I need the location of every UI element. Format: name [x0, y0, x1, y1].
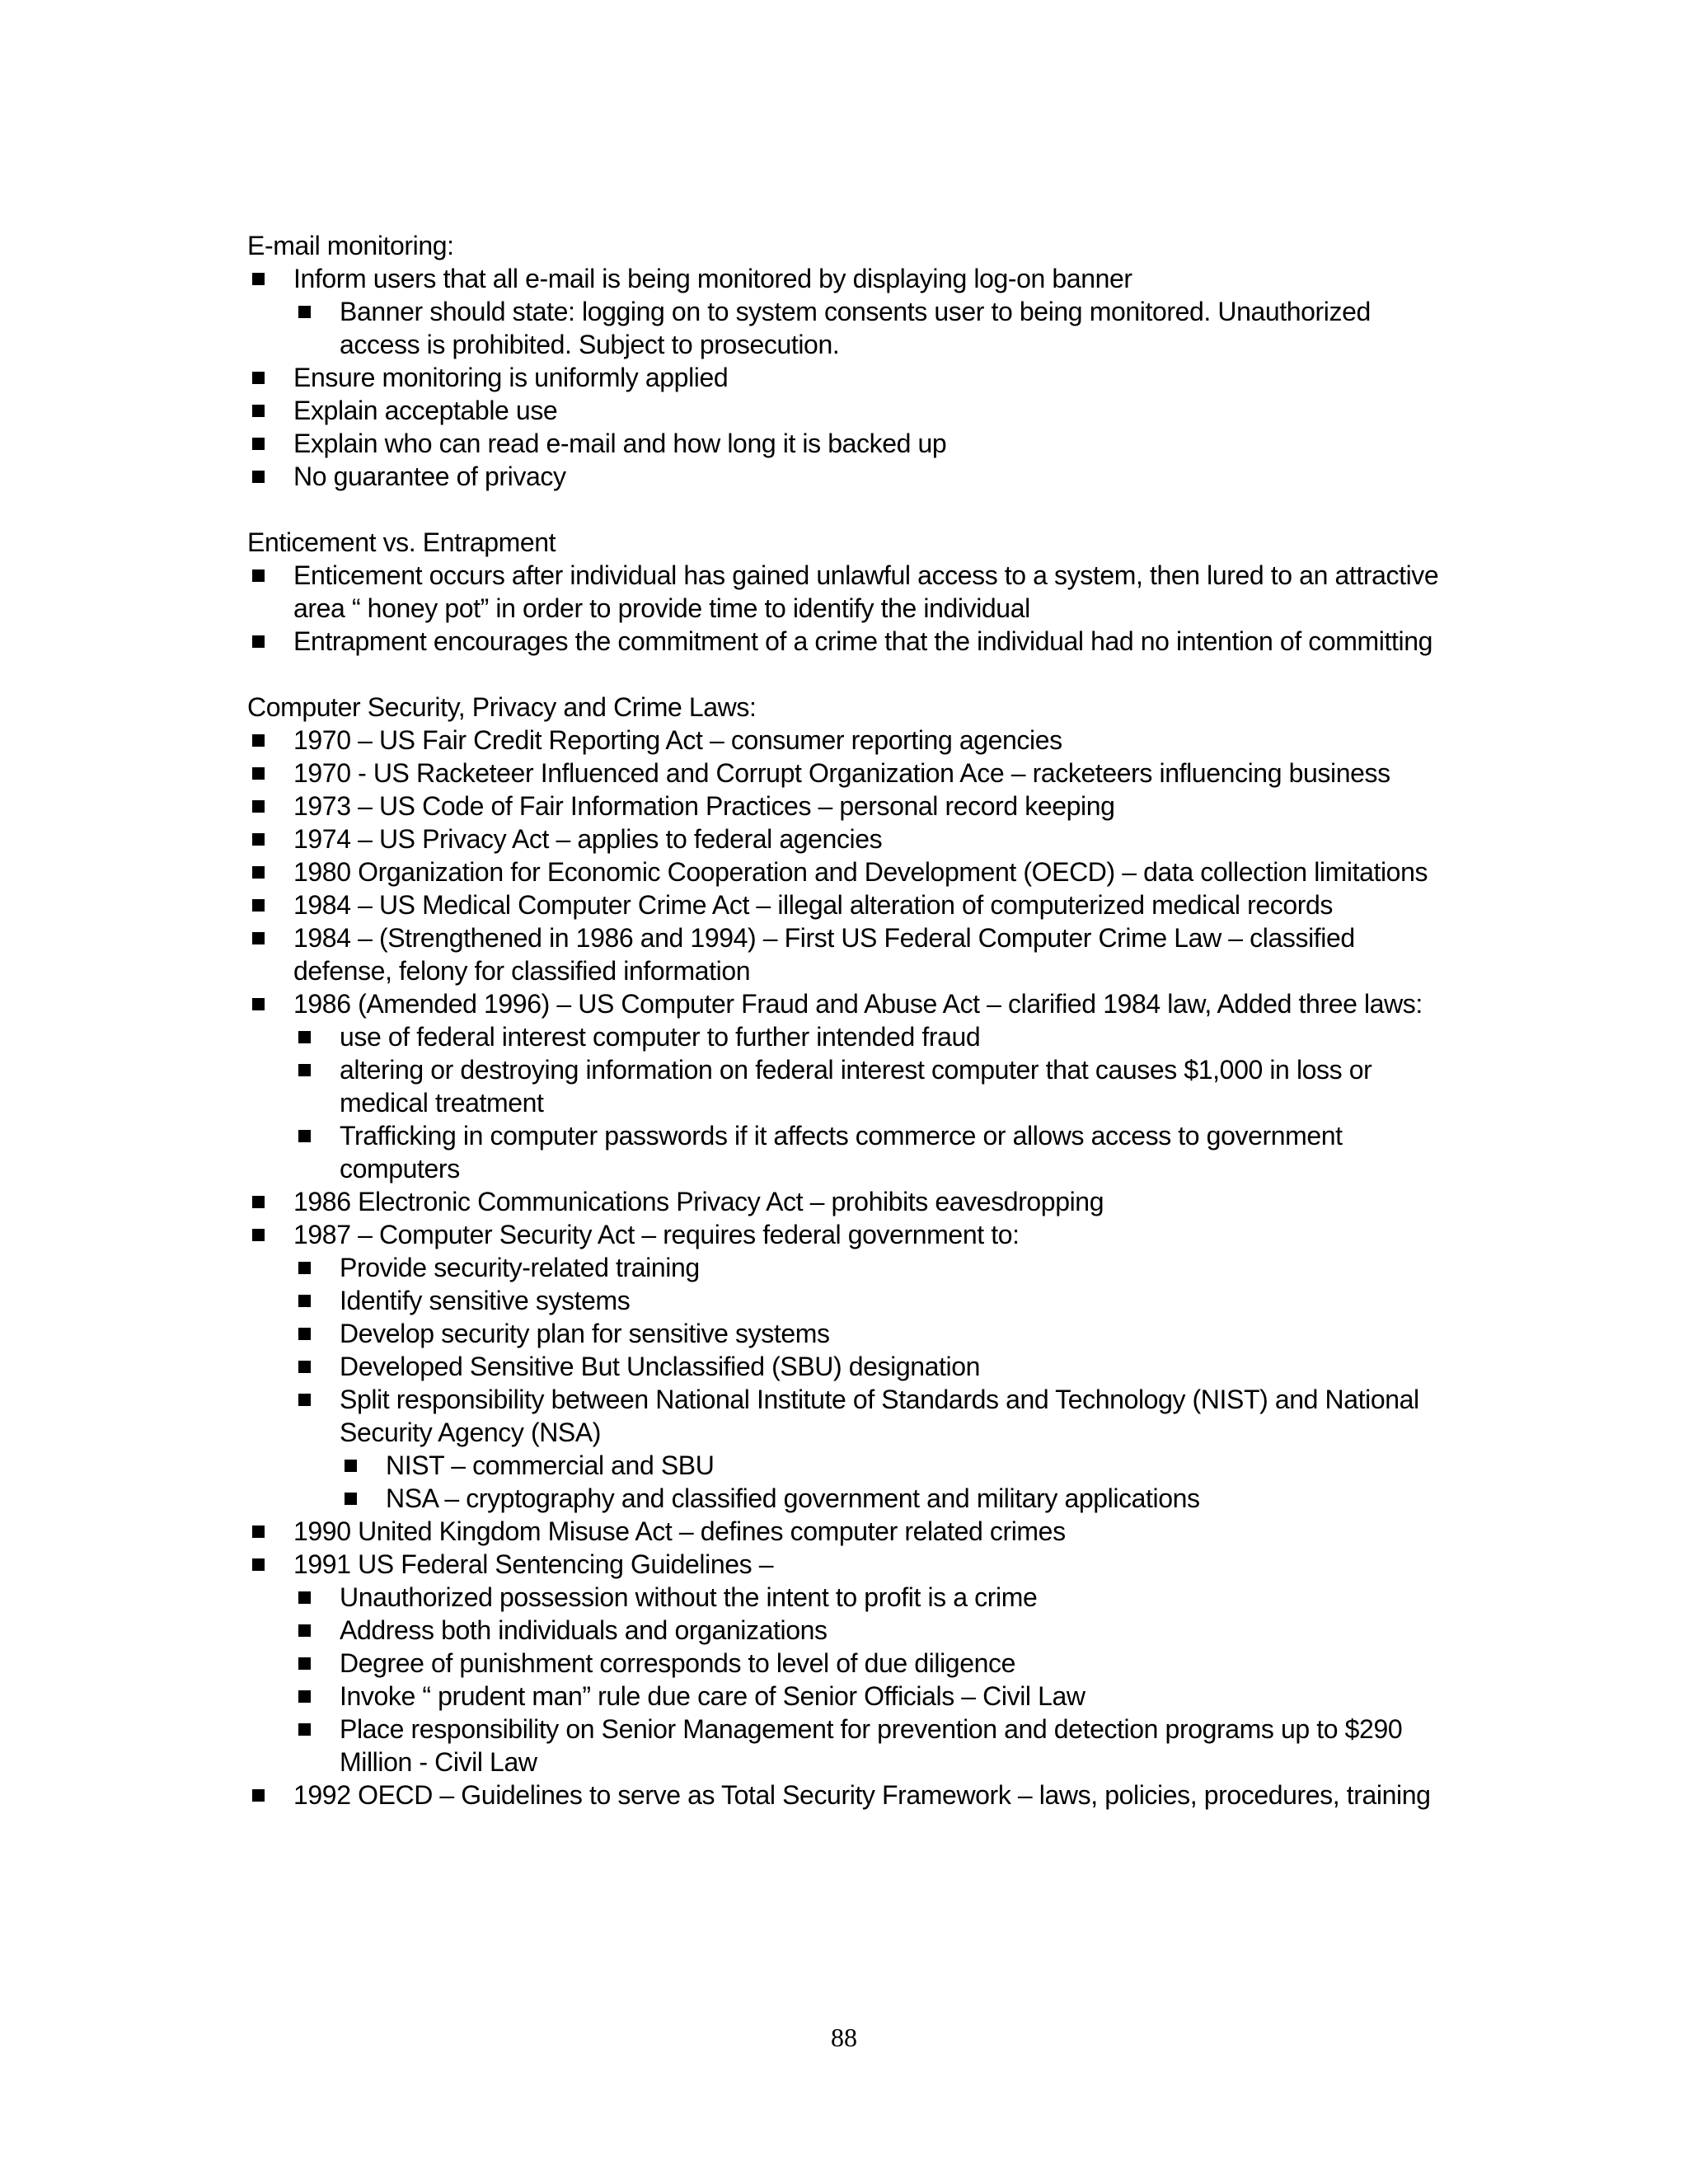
list-item-text: 1970 - US Racketeer Influenced and Corrupt Organization Ace – racketeers influencing business	[293, 758, 1390, 788]
list-item	[247, 625, 1451, 658]
list-item-text: No guarantee of privacy	[293, 462, 566, 491]
bullet-list	[247, 724, 1451, 1811]
sub-bullet-list	[293, 1581, 1451, 1779]
section-heading: E-mail monitoring:	[247, 231, 454, 260]
list-item-text: 1986 Electronic Communications Privacy Act – prohibits eavesdropping	[293, 1187, 1104, 1216]
list-item	[247, 394, 1451, 427]
sub-list-item	[293, 1383, 1451, 1515]
sub-list-item	[293, 1119, 1451, 1185]
sub-bullet-list	[340, 1449, 1451, 1515]
list-item-text: Address both individuals and organizations	[340, 1615, 828, 1645]
list-item	[247, 559, 1451, 625]
list-item-text: Inform users that all e-mail is being monitored by displaying log-on banner	[293, 264, 1132, 293]
list-item	[247, 921, 1451, 987]
sub-list-item	[340, 1449, 1451, 1482]
list-item	[247, 1218, 1451, 1515]
list-item-text: NSA – cryptography and classified government and military applications	[386, 1483, 1200, 1513]
list-item	[247, 1515, 1451, 1548]
list-item	[247, 1779, 1451, 1811]
sub-list-item	[293, 1284, 1451, 1317]
list-item	[247, 888, 1451, 921]
list-item-text: NIST – commercial and SBU	[386, 1451, 715, 1480]
sub-list-item	[293, 1053, 1451, 1119]
list-item	[247, 361, 1451, 394]
sub-list-item	[293, 1614, 1451, 1647]
sub-list-item	[293, 1713, 1451, 1779]
list-item	[247, 724, 1451, 757]
list-item-text: use of federal interest computer to further intended fraud	[340, 1022, 981, 1052]
list-item	[247, 790, 1451, 823]
bullet-list	[247, 559, 1451, 658]
list-item	[247, 460, 1451, 493]
list-item-text: altering or destroying information on federal interest computer that causes $1,000 in loss or medical treatment	[340, 1055, 1372, 1118]
list-item	[247, 823, 1451, 855]
section	[247, 229, 1451, 493]
list-item	[247, 1185, 1451, 1218]
list-item	[247, 855, 1451, 888]
list-item-text: 1987 – Computer Security Act – requires federal government to:	[293, 1220, 1020, 1249]
section-heading: Computer Security, Privacy and Crime Laws:	[247, 692, 757, 722]
list-item-text: Unauthorized possession without the intent to profit is a crime	[340, 1582, 1038, 1612]
section	[247, 526, 1451, 658]
list-item	[247, 1548, 1451, 1779]
list-item-text: 1970 – US Fair Credit Reporting Act – consumer reporting agencies	[293, 725, 1062, 755]
sub-list-item	[293, 1581, 1451, 1614]
page-number: 88	[831, 2022, 857, 2052]
sub-list-item	[293, 1020, 1451, 1053]
sub-bullet-list	[293, 1251, 1451, 1515]
sub-list-item	[340, 1482, 1451, 1515]
list-item-text: 1974 – US Privacy Act – applies to federal agencies	[293, 824, 883, 854]
list-item-text: 1973 – US Code of Fair Information Practices – personal record keeping	[293, 791, 1115, 821]
list-item-text: Trafficking in computer passwords if it affects commerce or allows access to government computers	[340, 1121, 1343, 1183]
list-item-text: Enticement occurs after individual has gained unlawful access to a system, then lured to an attractive area “ honey pot” in order to provide time to identify the individual	[293, 560, 1439, 623]
list-item	[247, 757, 1451, 790]
sub-bullet-list	[293, 295, 1451, 361]
section	[247, 691, 1451, 1811]
section-heading: Enticement vs. Entrapment	[247, 527, 556, 557]
list-item-text: 1980 Organization for Economic Cooperation and Development (OECD) – data collection limitations	[293, 857, 1428, 887]
list-item-text: Banner should state: logging on to system consents user to being monitored. Unauthorized access is prohibited. Subject to prosecution.	[340, 297, 1371, 359]
list-item-text: Provide security-related training	[340, 1253, 700, 1282]
sub-list-item	[293, 1317, 1451, 1350]
list-item-text: Ensure monitoring is uniformly applied	[293, 363, 729, 392]
list-item-text: Degree of punishment corresponds to level of due diligence	[340, 1648, 1015, 1678]
bullet-list	[247, 262, 1451, 493]
list-item-text: 1984 – (Strengthened in 1986 and 1994) – First US Federal Computer Crime Law – classified defense, felony for classified information	[293, 923, 1355, 986]
list-item-text: 1986 (Amended 1996) – US Computer Fraud and Abuse Act – clarified 1984 law, Added three laws:	[293, 989, 1423, 1019]
list-item	[247, 427, 1451, 460]
list-item-text: 1990 United Kingdom Misuse Act – defines computer related crimes	[293, 1516, 1066, 1546]
list-item-text: Explain who can read e-mail and how long it is backed up	[293, 429, 947, 458]
list-item	[247, 262, 1451, 361]
sub-bullet-list	[293, 1020, 1451, 1185]
sub-list-item	[293, 1251, 1451, 1284]
list-item-text: 1984 – US Medical Computer Crime Act – illegal alteration of computerized medical records	[293, 890, 1333, 920]
list-item-text: Invoke “ prudent man” rule due care of Senior Officials – Civil Law	[340, 1681, 1085, 1711]
list-item-text: Place responsibility on Senior Management for prevention and detection programs up to $290 Million - Civil Law	[340, 1714, 1403, 1777]
list-item-text: Identify sensitive systems	[340, 1286, 631, 1315]
sub-list-item	[293, 1647, 1451, 1680]
list-item-text: Entrapment encourages the commitment of a crime that the individual had no intention of committing	[293, 626, 1433, 656]
document-body	[247, 229, 1451, 1844]
list-item-text: Developed Sensitive But Unclassified (SBU) designation	[340, 1352, 981, 1381]
sub-list-item	[293, 1680, 1451, 1713]
list-item-text: Develop security plan for sensitive systems	[340, 1319, 830, 1348]
sub-list-item	[293, 295, 1451, 361]
sub-list-item	[293, 1350, 1451, 1383]
list-item-text: Split responsibility between National Institute of Standards and Technology (NIST) and National Security Agency (NSA)	[340, 1385, 1419, 1447]
list-item	[247, 987, 1451, 1185]
list-item-text: 1991 US Federal Sentencing Guidelines –	[293, 1549, 774, 1579]
list-item-text: Explain acceptable use	[293, 396, 558, 425]
list-item-text: 1992 OECD – Guidelines to serve as Total Security Framework – laws, policies, procedures, training	[293, 1780, 1431, 1810]
